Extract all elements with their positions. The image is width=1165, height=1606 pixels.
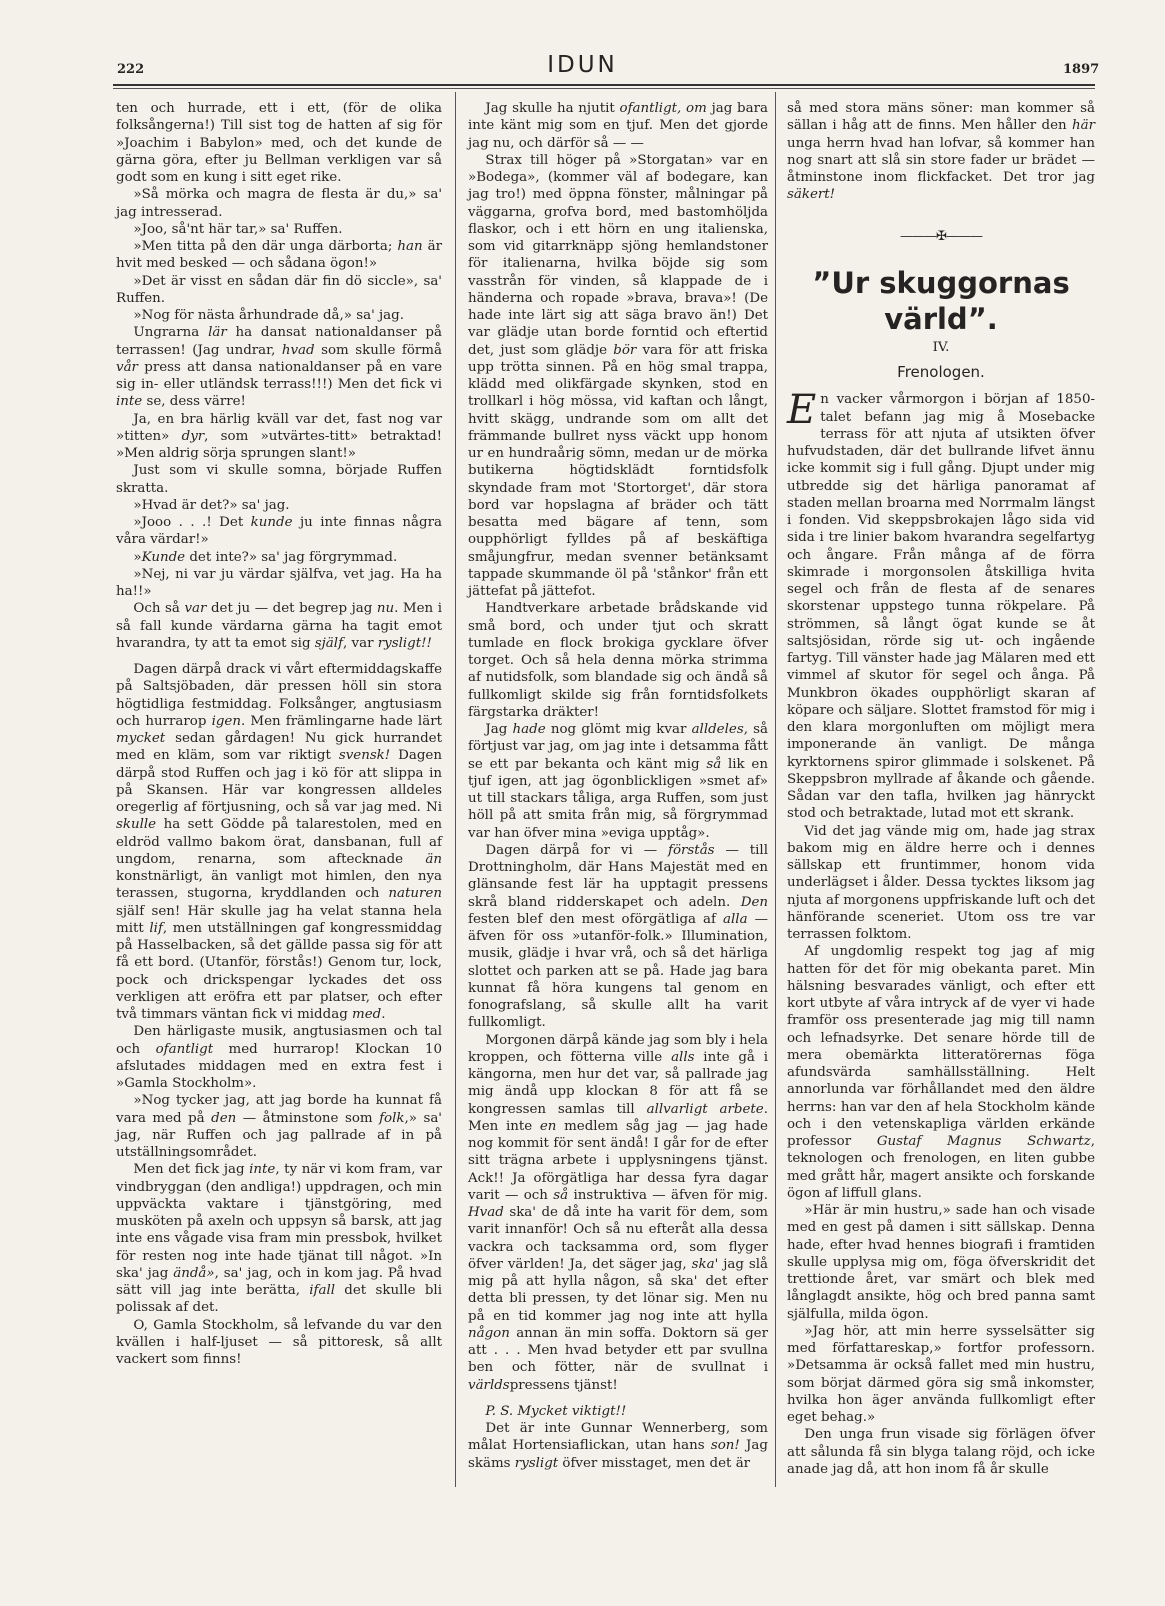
text-run: »Här är min hustru,» sade han och visade med en gest på damen i sitt sällskap. Denna hade, efter hvad hennes biografi i framtiden skulle upplysa mig om, föga öfverskridit det trettionde året, var smärt och blek med långlagdt ansikte, hög och bred panna samt själfulla, milda ögon. (787, 1203, 1095, 1322)
text-run: ,» sa' jag, när Ruffen och jag pallrade af in på utställningsområdet. (116, 1110, 442, 1160)
italic-text-run: rysligt (514, 1455, 559, 1471)
paragraph (116, 1317, 442, 1369)
paragraph (787, 100, 1095, 204)
text-run: öfver misstaget, men det är (558, 1455, 751, 1471)
text-run: press att dansa nationaldanser på en vare sig in- eller utländsk terrass!!!) Men det fick vi (116, 359, 442, 392)
text-run: pressens tjänst! (509, 1377, 618, 1393)
text-run: Vid det jag vände mig om, hade jag strax bakom mig en äldre herre och i dennes sällskap ett fruntimmer, honom vida underlägset i ålder. Dessa tycktes liksom jag njuta af morgonens uppfriskande luft och det hänförande sceneriet. Utom oss tre var terrassen folktom. (787, 823, 1095, 942)
paragraph (116, 1161, 442, 1316)
italic-text-run: världs (468, 1377, 510, 1393)
italic-text-run: hvad (281, 342, 315, 358)
text-run: ska' de då inte ha varit för dem, som varit innanför! Och så nu efteråt alla dessa vackra och tacksamma ord, som flyger öfver världen! Ja, det säger jag, (468, 1205, 768, 1272)
text-run: som skulle förmå (314, 342, 442, 358)
text-run: är hvit med besked — och sådana ögon!» (116, 239, 442, 272)
text-run: »Nej, ni var ju värdar själfva, vet jag. Ha ha ha!!» (116, 566, 442, 599)
italic-text-run: var (184, 601, 207, 617)
text-run: » (133, 549, 142, 565)
italic-text-run: P. S. Mycket viktigt!! (485, 1403, 627, 1419)
text-run: »Det är visst en sådan där fin dö siccle», sa' Ruffen. (116, 273, 442, 306)
column-3 (787, 100, 1095, 1478)
italic-text-run: svensk! (338, 748, 391, 764)
text-run: »Hvad är det?» sa' jag. (133, 497, 290, 513)
italic-text-run: så (706, 756, 722, 772)
italic-text-run: han (397, 239, 423, 254)
text-run: Dagen därpå for vi — (485, 842, 669, 858)
italic-text-run: rysligt!! (377, 635, 432, 651)
header-rule-thin (113, 88, 1095, 89)
text-run: vara för att friska upp trötta sinnen. På en hög smal trappa, klädd med olikfärgade skynken, stod en trollkarl i hög mössa, vid kaftan och långt, hvitt skägg, undrande som om allt det främmande bullret nyss väckt upp honom ur en hundraårig sömn, medan ur de mörka butikerna högtidsklädt forntidsfolk skyndade fram mot 'Stortorget', där stora bord var hopslagna af bräder och tätt besatta med bägare af tenn, som oupphörligt fylldes på af beskäftiga småjungfrur, medan svenner betänksamt tappade skummande öl på 'stånkor' från ett jättefat på jättefot. (468, 342, 768, 599)
paragraph (116, 273, 442, 308)
text-run: se, dess värre! (142, 394, 246, 410)
text-run: Den unga frun visade sig förlägen öfver att sålunda få sin blyga talang röjd, och icke anade jag då, att hon inom få år skulle (787, 1427, 1095, 1477)
text-run: , sa' jag, och in kom jag. På hvad sätt vill jag inte berätta, (116, 1265, 442, 1298)
italic-text-run: alldeles (691, 722, 744, 737)
paragraph (116, 549, 442, 566)
italic-text-run: hade (512, 722, 546, 737)
text-run: , men utställningen gaf kongressmiddag på Hasselbacken, så det gällde passa sig för att få ett bord. (Utanför, förstås!) Genom tur, lock, pock och drickspengar lyckades det oss verkligen att eröfra ett par platser, och efter två timmars väntan fick vi middag (116, 920, 443, 1022)
text-run: — åtminstone som (236, 1110, 380, 1126)
italic-text-run: Gustaf Magnus Schwartz (876, 1134, 1091, 1149)
chapter-subtitle: Frenologen. (897, 363, 985, 381)
text-run: , som »utvärtes-titt» betraktad! »Men aldrig sörja sprungen slant!» (116, 428, 442, 461)
text-run: med hurrarop! Klockan 10 afslutades middagen med en extra fest i »Gamla Stockholm». (116, 1041, 442, 1091)
text-run: ha dansat nationaldanser på terrassen! (Jag undrar, (116, 325, 442, 358)
text-run: sedan gårdagen! Nu gick hurrandet med en kläm, som var riktigt (116, 731, 442, 764)
paragraph (116, 324, 442, 410)
text-run: Jag (485, 722, 513, 737)
text-run: »Jag hör, att min herre sysselsätter sig med författareskap,» fortfor professorn. »Detsamma är också fallet med min hustru, som börjat därmed göra sig små inkomster, hvilka hon äger använda fullkomligt efter eget behag.» (787, 1323, 1095, 1425)
text-run: själf sen! Här skulle jag ha velat stanna hela mitt (116, 903, 442, 936)
column-2 (468, 100, 768, 1472)
text-run: så med stora mäns söner: man kommer så sällan i håg att de finns. Men håller den (787, 101, 1095, 134)
paragraph (787, 1202, 1095, 1323)
italic-text-run: med (352, 1007, 382, 1022)
text-run: Det är inte Gunnar Wennerberg, som målat Hortensiaflickan, utan hans (468, 1421, 768, 1454)
text-run: »Så mörka och magra de flesta är du,» sa' jag intresserad. (116, 187, 442, 220)
italic-text-run: folk (379, 1110, 405, 1126)
text-run: Den härligaste musik, angtusiasmen och tal och (116, 1024, 442, 1057)
text-run: . Men i så fall kunde värdarna gärna ha tagit emot hvarandra, ty att ta emot sig (116, 601, 443, 651)
italic-text-run: nu (376, 601, 395, 617)
text-run: festen blef den mest oförgätliga af (468, 911, 724, 927)
paragraph (787, 823, 1095, 944)
paragraph (468, 1032, 768, 1394)
text-run: Jag skulle ha njutit (485, 101, 620, 116)
italic-text-run: den (211, 1110, 237, 1126)
text-run: , teknologen och frenologen, en liten gubbe med grått hår, magert ansikte och forskande ögon af liffull glans. (787, 1134, 1095, 1201)
italic-text-run: inte (116, 394, 143, 410)
text-run: , så förtjust var jag, om jag inte i detsamma fått se ett par bekanta och känt mig (468, 722, 769, 772)
italic-text-run: ändå» (173, 1265, 215, 1281)
text-run: Af ungdomlig respekt tog jag af mig hatten för det för mig obekanta paret. Min hälsning besvarades vänligt, och efter ett kort utbyte af våra intryck af de vyer vi hade framför oss presenterade jag mig till namn och lefnadsyrke. Det senare hörde till de mera obemärkta litteratörernas föga afundsvärda samhällsställning. Helt annorlunda var förhållandet med den äldre herrns: han var den af hela Stockholm kände och i den vetenskapliga världen erkände professor (787, 944, 1095, 1149)
text-run: »Jooo . . .! Det (133, 515, 251, 530)
paragraph (787, 1426, 1095, 1478)
italic-text-run: dyr (181, 428, 205, 444)
text-run: ten och hurrade, ett i ett, (för de olika folksångerna!) Till sist tog de hatten af sig för »Joachim i Babylon» med, och det kunde de gärna göra, efter ju Bellman verkligen var så godt som en kung i sitt eget rike. (116, 101, 442, 185)
italic-text-run: här (1071, 118, 1095, 134)
page-header (0, 52, 1165, 82)
italic-text-run: Den (740, 894, 768, 910)
header-rule (113, 84, 1095, 86)
paragraph (787, 1323, 1095, 1427)
text-run: det inte?» sa' jag förgrymmad. (185, 549, 398, 565)
text-run: , var (343, 635, 378, 651)
italic-text-run: någon (468, 1325, 510, 1341)
italic-text-run: en (539, 1118, 557, 1134)
text-run: Morgonen därpå kände jag som bly i hela kroppen, och fötterna ville (468, 1032, 768, 1065)
paragraph (116, 100, 442, 186)
paragraph (468, 1403, 768, 1420)
paragraph (116, 497, 442, 514)
paragraph (468, 100, 768, 152)
text-run: jag bara inte känt mig som en tjuf. Men det gjorde jag nu, och därför så — — (468, 101, 768, 151)
text-run: — äfven för oss »utanför-folk.» Illumination, musik, glädje i hvar vrå, och så det härliga slottet och parken att se på. Hade jag bara kunnat få höra kungens tal genom en fonografslang, så skulle allt ha varit fullkomligt. (468, 911, 768, 1031)
text-run: »Joo, så'nt här tar,» sa' Ruffen. (133, 221, 343, 237)
paragraph (787, 943, 1095, 1202)
paragraph (116, 600, 442, 652)
italic-text-run: mycket (116, 731, 166, 746)
italic-text-run: så (553, 1187, 569, 1203)
text-run: ha sett Gödde på talarestolen, med en eldröd vallmo bakom örat, dansbanan, full af ungdom, renarna, som aftecknade (116, 817, 442, 867)
text-run: unga herrn hvad han lofvar, så kommer han nog snart att slå sin store fader ur brädet — åtminstone inom flickfacket. Det tror jag (787, 135, 1095, 185)
text-run: jag slå mig på att hylla någon, så ska' det efter detta bli pressen, ty det lönar sig. Men nu på en tid kommer jag nog inte att hylla (468, 1256, 769, 1324)
italic-text-run: än (425, 851, 442, 867)
italic-text-run: alla (723, 911, 748, 927)
paragraph (116, 566, 442, 601)
text-run: konstnärligt, än vanligt mot himlen, den nya terassen, stugorna, kryddlanden och (116, 869, 442, 902)
italic-text-run: kunde (250, 515, 293, 530)
italic-text-run: skulle (116, 817, 157, 833)
page-number: 222 (117, 62, 145, 77)
text-run: instruktiva — äfven för mig. (568, 1187, 768, 1203)
text-run: O, Gamla Stockholm, så lefvande du var den kvällen i half-ljuset — så pittoresk, så allt vackert som finns! (116, 1317, 442, 1367)
paragraph (468, 842, 768, 1032)
text-run: Ja, en bra härlig kväll var det, fast nog var »titten» (116, 411, 442, 444)
paragraph (116, 411, 442, 463)
text-run: Jag skäms (468, 1438, 768, 1471)
text-run: »Nog för nästa århundrade då,» sa' jag. (133, 308, 404, 323)
paragraph (116, 514, 442, 549)
paragraph (787, 387, 1095, 822)
text-run: Dagen därpå stod Ruffen och jag i kö för att slippa in på Skansen. Här var kongressen alldeles oregerlig af förtjusning, och så var jag med. Ni (116, 748, 442, 815)
italic-text-run: son! (710, 1438, 740, 1454)
paragraph (116, 661, 442, 1023)
paragraph (116, 307, 442, 324)
text-run: »Men titta på den där unga därborta; (133, 239, 398, 254)
italic-text-run: bör (613, 342, 637, 358)
text-run: inte gå i kängorna, men hur det var, så pallrade jag mig ändå upp klockan 8 för att få se kongressen samlas till (468, 1049, 768, 1117)
paragraph (116, 1023, 442, 1092)
italic-text-run: allvarligt arbete (646, 1101, 764, 1117)
italic-text-run: vår (116, 359, 138, 375)
italic-text-run: lif (149, 920, 163, 936)
chapter-numeral: IV. (932, 339, 950, 355)
text-run: annan än min soffa. Doktorn sä ger att . . . Men hvad betyder ett par svullna ben och fötter, när de svullnat i (468, 1325, 768, 1376)
text-run: . Men främlingarne hade lärt (240, 713, 442, 729)
italic-text-run: ifall (309, 1283, 336, 1298)
italic-text-run: själf (314, 635, 344, 651)
italic-text-run: säkert! (787, 187, 836, 203)
italic-text-run: Kunde (141, 549, 186, 565)
italic-text-run: lär (208, 325, 227, 341)
text-run: Strax till höger på »Storgatan» var en »Bodega», (kommer väl af bodegare, kan jag tro!) med öppna fönster, målningar på väggarna, grofva bord, med bastomhöljda flaskor, och i ett hörn en ung italienska, som vid gitarrknäpp sjöng hemlandstoner för italienarna, hvilka böjde sig som vasstrån för vinden, så klappade de i händerna och ropade »brava, brava»! (De hade inte lärt sig att säga bravo än!) Det var glädje utan borde forntid och eftertid det, just som glädje (468, 152, 768, 358)
text-run: det ju — det begrep jag (206, 601, 377, 617)
text-run: Dagen därpå drack vi vårt eftermiddagskaffe på Saltsjöbaden, där pressen höll sin stora högtidliga festmiddag. Folksånger, angtusiasm och hurrarop (116, 662, 442, 729)
text-run: Handtverkare arbetade brådskande vid små bord, och under tjut och skratt tumlade en flock brokiga gycklare öfver torget. Och så hela denna mörka strimma af nutidsfolk, som blandade sig och ändå så fullkomligt skilde sig från forntidsfolkets färgstarka dräkter! (468, 601, 768, 720)
text-run: Ungrarna (133, 325, 209, 341)
paragraph (116, 462, 442, 497)
paragraph (116, 238, 442, 273)
text-run: . Men inte (468, 1101, 768, 1134)
italic-text-run: inte (249, 1162, 276, 1178)
paragraph (468, 1420, 768, 1472)
italic-text-run: Hvad (468, 1205, 504, 1220)
paragraph (468, 721, 768, 842)
text-run: , ty när vi kom fram, var vindbryggan (den andliga!) uppdragen, och min uppväckta vaktare i tjänstgöring, med musköten på axeln och uppsyn så barsk, att jag inte ens vågade visa fram min pressbok, hvilket för resten nog inte hade tjänat till något. »In ska' jag (116, 1162, 442, 1281)
text-run: Och så (133, 601, 185, 617)
italic-text-run: alls (671, 1049, 695, 1065)
text-run: Just som vi skulle somna, började Ruffen skratta. (116, 463, 442, 496)
italic-text-run: ofantligt, om (619, 101, 707, 116)
section-ornament: ———✠——— (900, 228, 982, 244)
italic-text-run: naturen (388, 886, 442, 902)
column-divider (775, 92, 776, 1487)
column-divider (455, 92, 456, 1487)
masthead: IDUN (547, 52, 618, 78)
year: 1897 (1063, 62, 1100, 77)
italic-text-run: förstås (668, 842, 715, 858)
italic-text-run: igen (211, 713, 241, 729)
italic-text-run: ofantligt (155, 1041, 214, 1057)
italic-text-run: ska' (691, 1256, 719, 1272)
text-run: — till Drottningholm, där Hans Majestät med en glänsande fest lär ha upptagit pressens skrå bland ridderskapet och adeln. (468, 842, 769, 910)
paragraph (116, 186, 442, 221)
article-title: ”Ur skuggornas värld”. (812, 265, 1070, 336)
drop-cap: E (787, 387, 817, 434)
paragraph (116, 221, 442, 238)
paragraph (468, 152, 768, 601)
text-run: n vacker vårmorgon i början af 1850-talet befann jag mig å Mosebacke terrass för att njuta af utsikten öfver hufvudstaden, där det bullrande lifvet ännu icke kommit sig i full gång. Djupt under mig utbredde sig det härliga panoramat af staden mellan broarna med Norrmalm längst i fonden. Vid skeppsbrokajen lågo sida vid sida i tre linier bakom hvarandra segelfartyg och ångare. Från många af de förra skimrade i morgonsolen åtskilliga hvita segel och från de flesta af de senares skorstenar uppstego tunna rökpelare. På strömmen, så långt ögat kunde se åt saltsjösidan, rörde sig ut- och ingående fartyg. Till vänster hade jag Mälaren med ett vimmel af skutor för segel och ånga. På Munkbron ökades oupphörligt skaran af köpare och säljare. Slottet framstod för mig i den klara morgonluften om möjligt mera imponerande än vanligt. De många kyrktornens spiror glimmade i solskenet. På Skeppsbron myllrade af åkande och gående. Sådan var den tafla, hvilken jag hänryckt stod och betraktade, lutad mot ett skrank. (787, 392, 1095, 822)
text-run: . (381, 1007, 386, 1022)
column-1 (116, 100, 442, 1368)
text-run: »Nog tycker jag, att jag borde ha kunnat få vara med på (116, 1093, 442, 1126)
text-run: nog glömt mig kvar (545, 722, 692, 737)
paragraph (116, 1092, 442, 1161)
text-run: ju inte finnas några våra värdar!» (116, 515, 442, 548)
text-run: det skulle bli polissak af det. (116, 1283, 442, 1316)
text-run: medlem såg jag — jag hade nog kommit för sent ändå! I går for de efter sitt trägna arbete i upplysningens tjänst. Ack!! Ja oförgätliga har dessa fyra dagar varit — och (468, 1118, 768, 1203)
text-run: lik en tjuf igen, att jag ögonblickligen »smet af» ut till stackars tåliga, arga Ruffen, som just höll på att smita från mig, så förgrymmad var han öfver mina »eviga upptåg». (468, 756, 768, 841)
paragraph (468, 600, 768, 721)
text-run: Men det fick jag (133, 1162, 250, 1178)
